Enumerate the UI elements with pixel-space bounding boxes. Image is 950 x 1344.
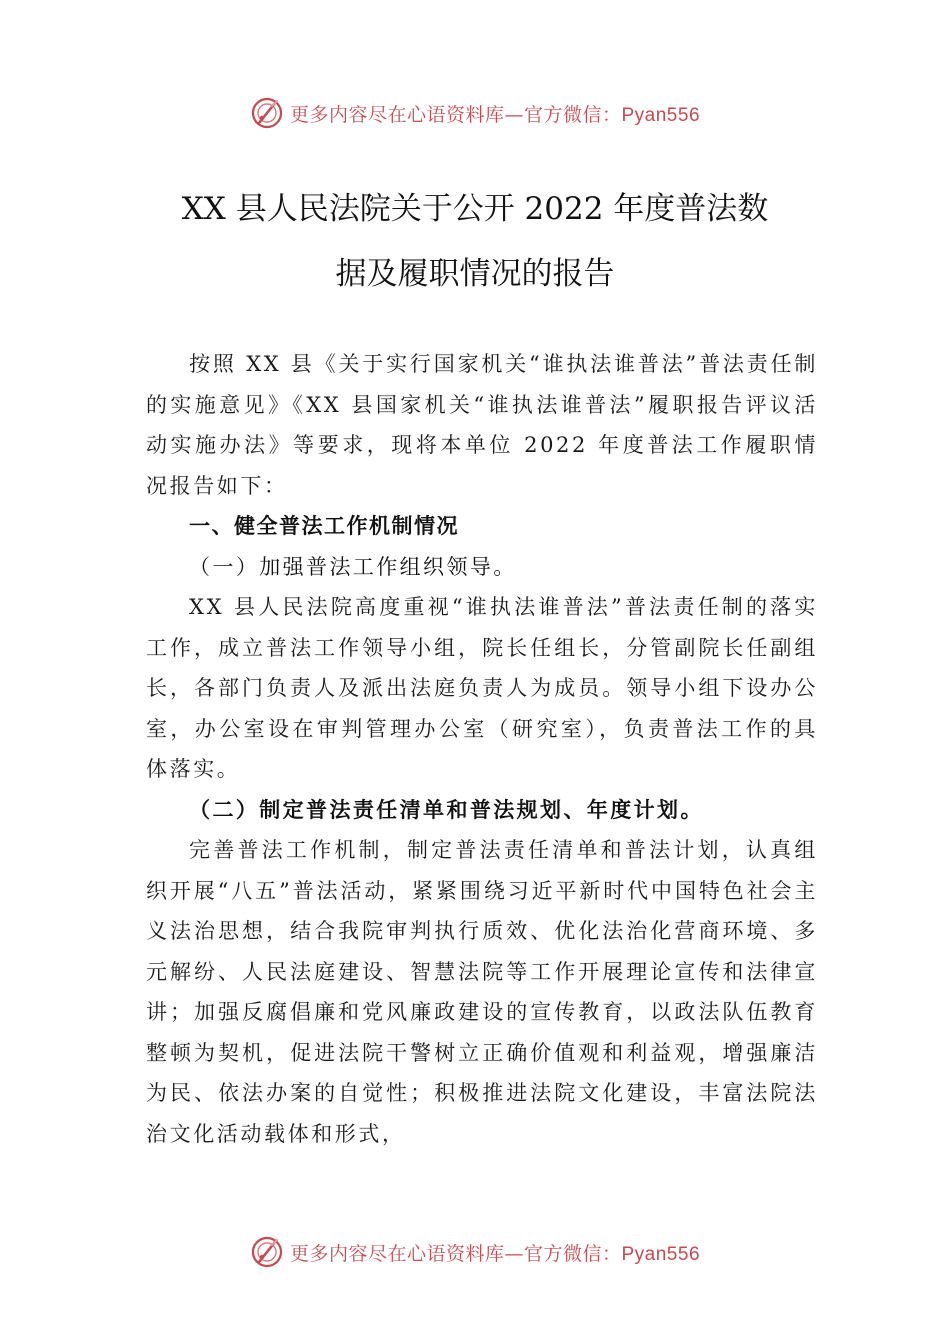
subsection-paragraph: 完善普法工作机制，制定普法责任清单和普法计划，认真组织开展“八五”普法活动，紧紧围绕习近平新时代中国特色社会主义法治思想，结合我院审判执行质效、优化法治化营商环境、多元解纷、人民法庭建设、智慧法院等工作开展理论宣传和法律宣讲；加强反腐倡廉和党风廉政建设的宣传教育，以政法队伍教育整顿为契机，促进法院干警树立正确价值观和利益观，增强廉洁为民、依法办案的自觉性；积极推进法院文化建设，丰富法院法治文化活动载体和形式， <box>146 838 818 1146</box>
section-heading: 一、健全普法工作机制情况 <box>189 514 460 538</box>
watermark-text: 更多内容尽在心语资料库—官方微信：Pyan556 <box>289 103 701 126</box>
document-title-line-2: 据及履职情况的报告 <box>335 256 615 292</box>
intro-paragraph: 按照 XX 县《关于实行国家机关“谁执法谁普法”普法责任制的实施意见》《XX 县国家机关“谁执法谁普法”履职报告评议活动实施办法》等要求，现将本单位 2022 年度普法工作履职情况报告如下： <box>146 352 818 498</box>
document-title-line-1: XX 县人民法院关于公开 2022 年度普法数 <box>181 191 769 227</box>
document-body <box>146 344 818 1154</box>
header-watermark <box>0 93 950 133</box>
subsection-heading: （二）制定普法责任清单和普法规划、年度计划。 <box>189 796 704 822</box>
logo-icon <box>250 1235 284 1269</box>
subsection-heading: （一）加强普法工作组织领导。 <box>189 554 517 579</box>
watermark-text: 更多内容尽在心语资料库—官方微信：Pyan556 <box>289 1242 701 1265</box>
logo-icon <box>250 96 284 130</box>
subsection-paragraph: XX 县人民法院高度重视“谁执法谁普法”普法责任制的落实工作，成立普法工作领导小组，院长任组长，分管副院长任副组长，各部门负责人及派出法庭负责人为成员。领导小组下设办公室，办公室设在审判管理办公室（研究室），负责普法工作的具体落实。 <box>146 595 818 781</box>
footer-watermark <box>0 1232 950 1272</box>
